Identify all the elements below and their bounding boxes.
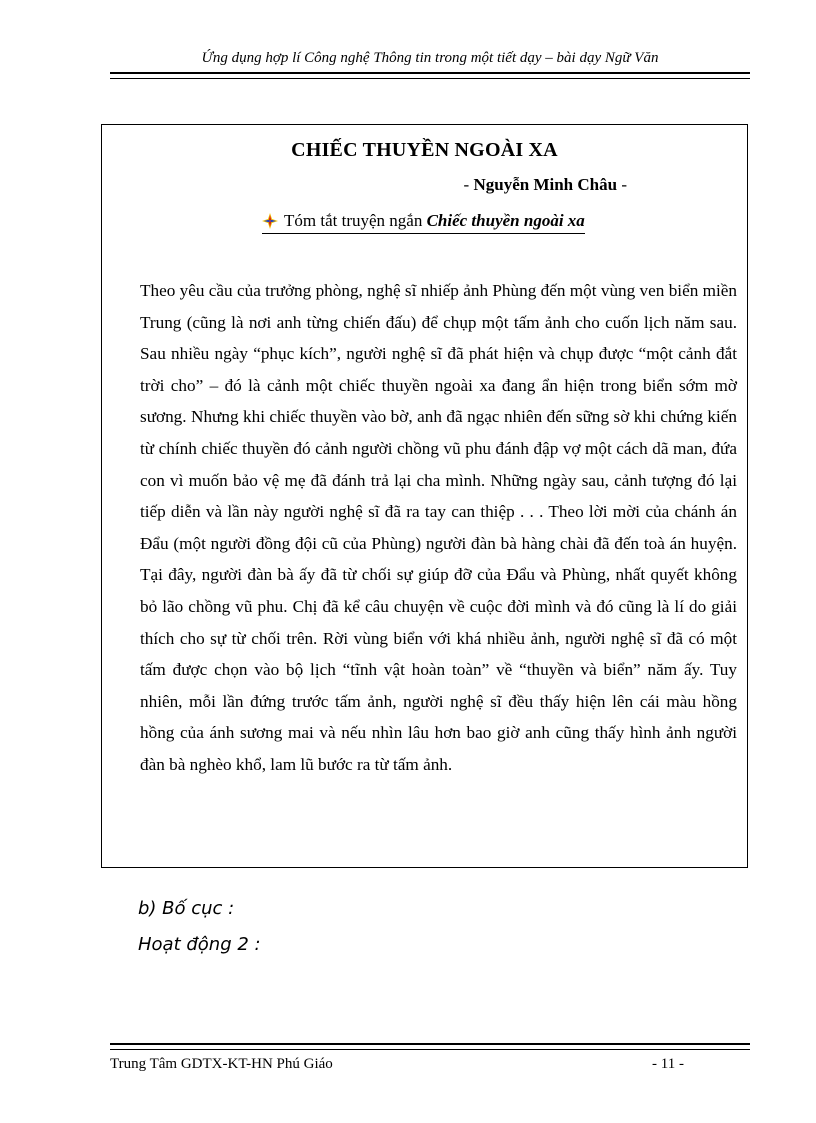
story-title: CHIẾC THUYỀN NGOÀI XA [291, 139, 558, 161]
running-header: Ứng dụng hợp lí Công nghệ Thông tin trong một tiết dạy – bài dạy Ngữ Văn [201, 50, 659, 66]
author-name: Nguyễn Minh Châu [473, 175, 618, 194]
section-b-layout: b) Bố cục : [138, 898, 235, 919]
sparkle-bullet-icon [262, 213, 278, 229]
summary-text: Theo yêu cầu của trưởng phòng, nghệ sĩ nhiếp ảnh Phùng đến một vùng ven biển miền Trung (cũng là nơi anh từng chiến đấu) để chụp một tấm ảnh cho cuốn lịch năm sau. Sau nhiều ngày “phục kích”, người nghệ sĩ đã phát hiện và chụp được “một cảnh đắt trời cho” – đó là cảnh một chiếc thuyền ngoài xa đang ẩn hiện trong biển sớm mờ sương. Nhưng khi chiếc thuyền vào bờ, anh đã ngạc nhiên đến sững sờ khi chứng kiến từ chính chiếc thuyền đó cảnh người chồng vũ phu đánh đập vợ một cách dã man, đứa con vì muốn bảo vệ mẹ đã đánh trả lại cha mình. Những ngày sau, cảnh tượng đó lại tiếp diễn và lần này người nghệ sĩ đã ra tay can thiệp . . . Theo lời mời của chánh án Đẩu (một người đồng đội cũ của Phùng) người đàn bà hàng chài đã đến toà án huyện. Tại đây, người đàn bà ấy đã từ chối sự giúp đỡ của Đẩu và Phùng, nhất quyết không bỏ lão chồng vũ phu. Chị đã kể câu chuyện về cuộc đời mình và đó cũng là lí do giải thích cho sự từ chối trên. Rời vùng biển với khá nhiều ảnh, người nghệ sĩ đã có một tấm được chọn vào bộ lịch “tĩnh vật hoàn toàn” về “thuyền và biển” năm ấy. Tuy nhiên, mỗi lần đứng trước tấm ảnh, người nghệ sĩ đều thấy hiện lên cái màu hồng hồng của ánh sương mai và nếu nhìn lâu hơn bao giờ anh cũng thấy hình ảnh người đàn bà nghèo khổ, lam lũ bước ra từ tấm ảnh. [140, 281, 737, 774]
footer-rule [110, 1043, 750, 1050]
section-activity-2: Hoạt động 2 : [138, 934, 261, 955]
summary-paragraph [140, 275, 737, 781]
author-suffix: - [617, 175, 627, 194]
footer-center-name: Trung Tâm GDTX-KT-HN Phú Giáo [110, 1056, 333, 1072]
author-line [464, 175, 627, 195]
summary-story-title: Chiếc thuyền ngoài xa [426, 211, 585, 230]
page-number: - 11 - [652, 1056, 684, 1072]
summary-heading [262, 211, 585, 234]
summary-box [101, 124, 748, 868]
summary-label: Tóm tắt truyện ngắn [284, 211, 427, 230]
author-prefix: - [463, 175, 474, 194]
header-rule [110, 72, 750, 79]
